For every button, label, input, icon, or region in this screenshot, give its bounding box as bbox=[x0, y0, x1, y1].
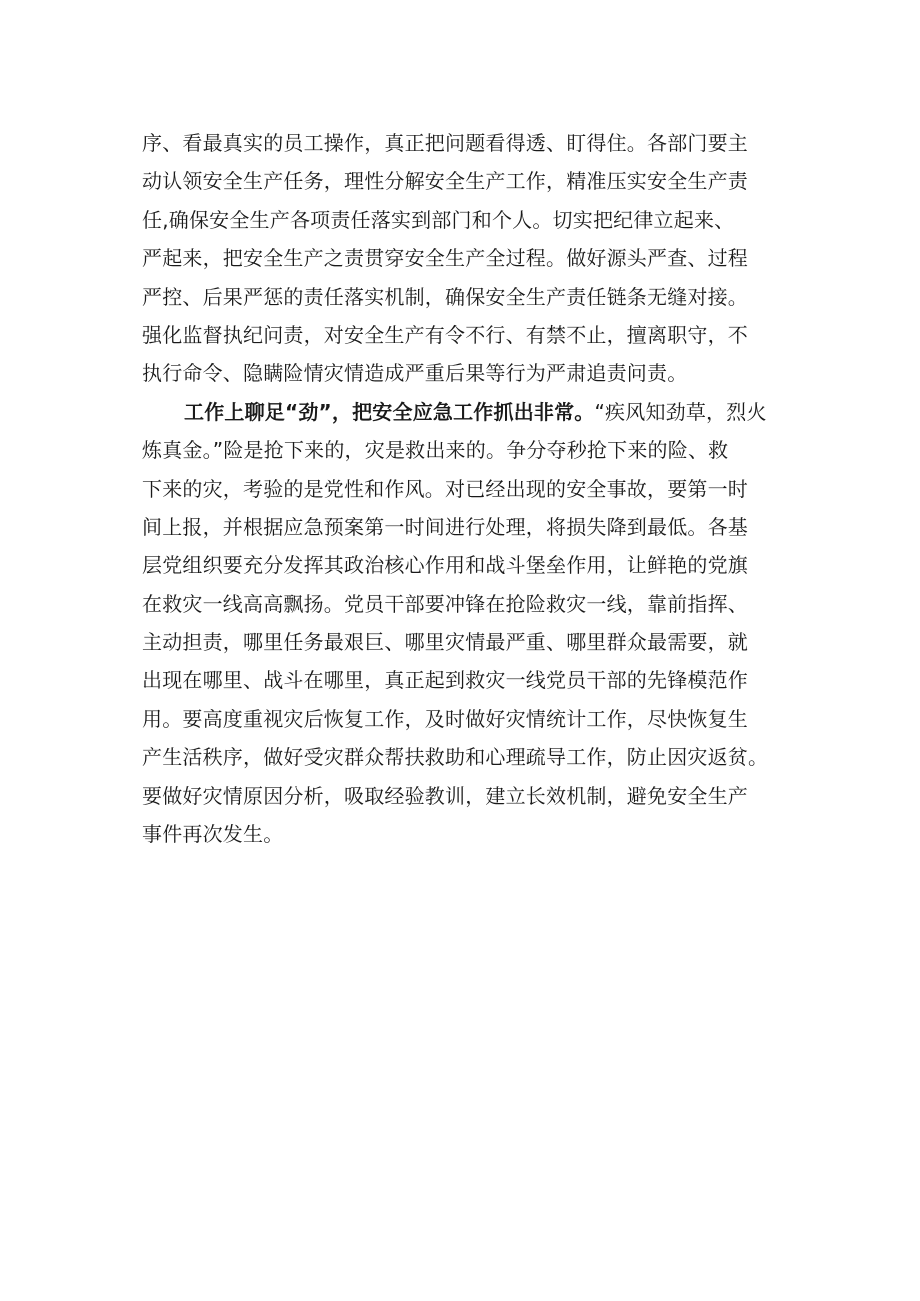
paragraph-1 bbox=[142, 124, 792, 393]
text-line-first bbox=[142, 393, 792, 431]
text-line: 出现在哪里、战斗在哪里，真正起到救灾一线党员干部的先锋模范作 bbox=[142, 668, 748, 693]
text-line: 执行命令、隐瞒险情灾情造成严重后果等行为严肃追责问责。 bbox=[142, 361, 688, 386]
text-line: 下来的灾，考验的是党性和作风。对已经出现的安全事故，要第一时 bbox=[142, 476, 748, 501]
text-line: 间上报，并根据应急预案第一时间进行处理，将损失降到最低。各基 bbox=[142, 514, 748, 539]
text-line: 严控、后果严惩的责任落实机制，确保安全生产责任链条无缝对接。 bbox=[142, 284, 748, 309]
paragraph-heading: 工作上聊足“劲”，把安全应急工作抓出非常。 bbox=[184, 399, 595, 424]
text-line: 严起来，把安全生产之责贯穿安全生产全过程。做好源头严查、过程 bbox=[142, 246, 748, 271]
text-line: 在救灾一线高高飘扬。党员干部要冲锋在抢险救灾一线，靠前指挥、 bbox=[142, 591, 748, 616]
text-line: 事件再次发生。 bbox=[142, 822, 284, 847]
document-body bbox=[142, 124, 792, 853]
text-line: 序、看最真实的员工操作，真正把问题看得透、盯得住。各部门要主 bbox=[142, 131, 748, 155]
text-line: 任,确保安全生产各项责任落实到部门和个人。切实把纪律立起来、 bbox=[142, 207, 735, 232]
text-line: 用。要高度重视灾后恢复工作，及时做好灾情统计工作，尽快恢复生 bbox=[142, 706, 748, 731]
paragraph-2 bbox=[142, 393, 792, 854]
text-line: 炼真金。”险是抢下来的，灾是救出来的。争分夺秒抢下来的险、救 bbox=[142, 438, 729, 463]
text-line: 产生活秩序，做好受灾群众帮扶救助和心理疏导工作，防止因灾返贫。 bbox=[142, 745, 769, 770]
text-line: 主动担责，哪里任务最艰巨、哪里灾情最严重、哪里群众最需要，就 bbox=[142, 630, 748, 655]
text-line-rest: “疾风知劲草，烈火 bbox=[594, 399, 767, 424]
text-line: 要做好灾情原因分析，吸取经验教训，建立长效机制，避免安全生产 bbox=[142, 783, 748, 808]
text-line: 动认领安全生产任务，理性分解安全生产工作，精准压实安全生产责 bbox=[142, 169, 748, 194]
text-line: 强化监督执纪问责，对安全生产有令不行、有禁不止，擅离职守，不 bbox=[142, 322, 748, 347]
text-line: 层党组织要充分发挥其政治核心作用和战斗堡垒作用，让鲜艳的党旗 bbox=[142, 553, 748, 578]
